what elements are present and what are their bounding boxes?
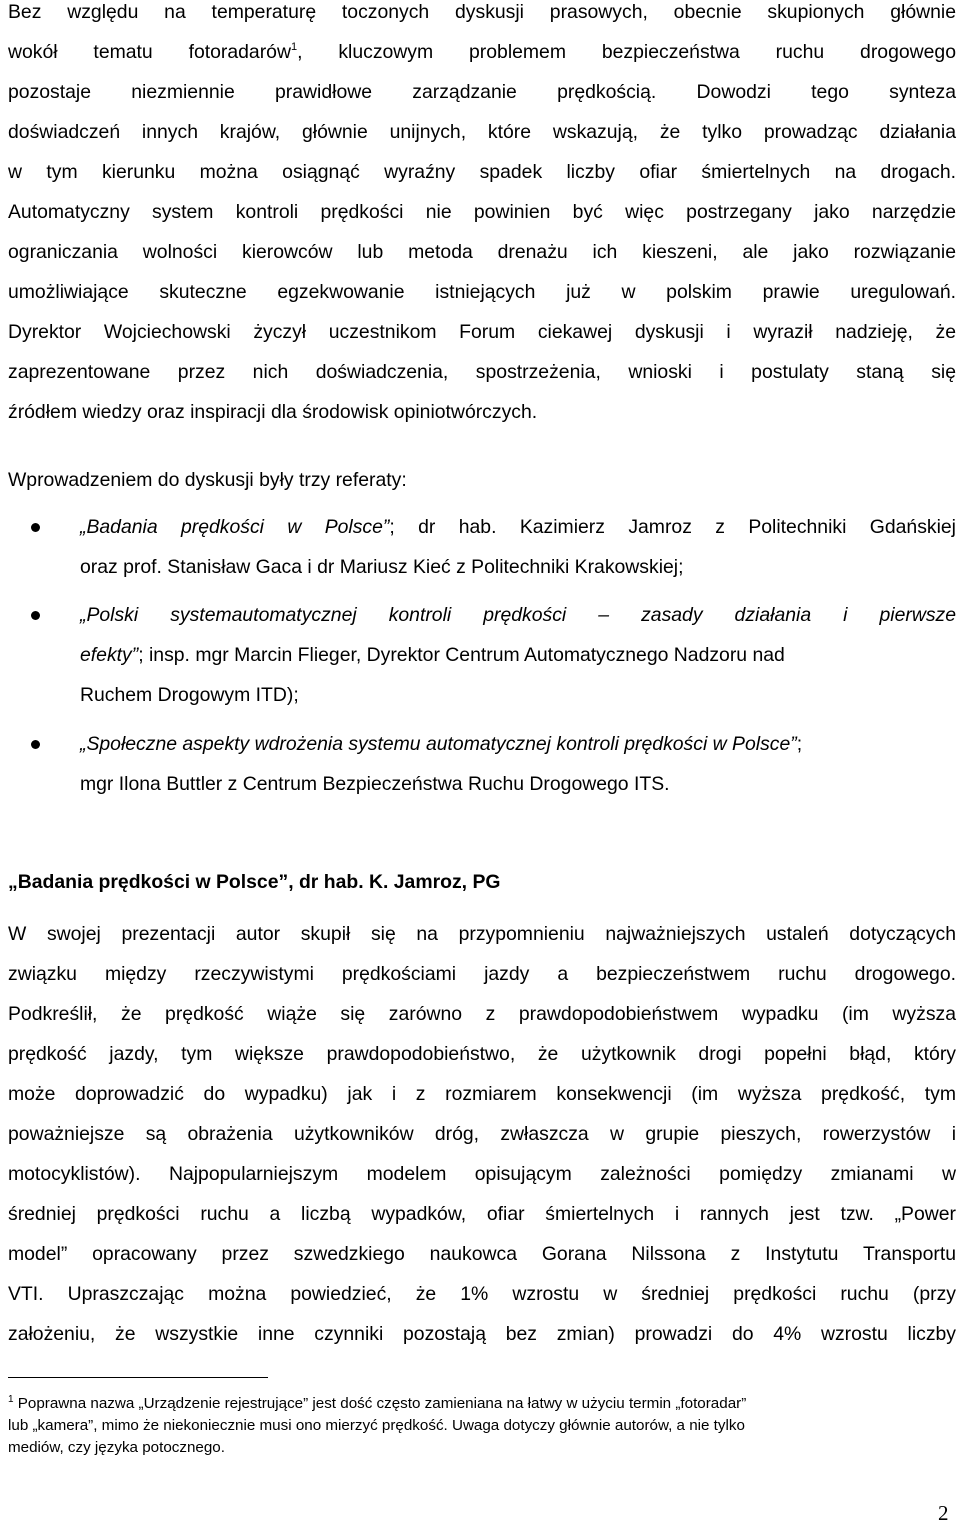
intro-line: w tym kierunku można osiągnąć wyraźny spadek liczby ofiar śmiertelnych na drogach.: [8, 161, 956, 183]
referaty-lead: Wprowadzeniem do dyskusji były trzy referaty:: [8, 469, 407, 491]
intro-line: wokół tematu fotoradarów$^1$, kluczowym problemem bezpieczeństwa ruchu drogowego: [8, 41, 956, 63]
referat-item-cont: oraz prof. Stanisław Gaca i dr Mariusz Kieć z Politechniki Krakowskiej;: [80, 556, 684, 578]
referat-item: „Społeczne aspekty wdrożenia systemu automatycznej kontroli prędkości w Polsce”;: [80, 733, 803, 755]
section-line: może doprowadzić do wypadku) jak i z rozmiarem konsekwencji (im wyższa prędkość, tym: [8, 1083, 956, 1105]
footnote-separator: [8, 1377, 268, 1378]
footnote-line: $^1$ Poprawna nazwa „Urządzenie rejestrujące” jest dość często zamieniana na łatwy w użyciu termin „fotoradar”: [8, 1394, 747, 1412]
intro-line: Bez względu na temperaturę toczonych dyskusji prasowych, obecnie skupionych głównie: [8, 1, 956, 23]
bullet-icon: [31, 740, 40, 749]
bullet-icon: [31, 611, 40, 620]
section-line: motocyklistów). Najpopularniejszym modelem opisującym zależności pomiędzy zmianami w: [8, 1163, 956, 1185]
intro-line: pozostaje niezmiennie prawidłowe zarządzanie prędkością. Dowodzi tego synteza: [8, 81, 956, 103]
intro-line: ograniczania wolności kierowców lub metoda drenażu ich kieszeni, ale jako rozwiązanie: [8, 241, 956, 263]
section-heading: „Badania prędkości w Polsce”, dr hab. K. Jamroz, PG: [8, 871, 501, 893]
section-line: związku między rzeczywistymi prędkościami jazdy a bezpieczeństwem ruchu drogowego.: [8, 963, 956, 985]
intro-line: Dyrektor Wojciechowski życzył uczestnikom Forum ciekawej dyskusji i wyraził nadzieję, że: [8, 321, 956, 343]
section-line: prędkość jazdy, tym większe prawdopodobieństwo, że użytkownik drogi popełni błąd, który: [8, 1043, 956, 1065]
intro-line: Automatyczny system kontroli prędkości nie powinien być więc postrzegany jako narzędzie: [8, 201, 956, 223]
section-line: średniej prędkości ruchu a liczbą wypadków, ofiar śmiertelnych i rannych jest tzw. „Power: [8, 1203, 956, 1225]
referat-item-cont: mgr Ilona Buttler z Centrum Bezpieczeństwa Ruchu Drogowego ITS.: [80, 773, 670, 795]
intro-line: umożliwiające skuteczne egzekwowanie istniejących już w polskim prawie uregulowań.: [8, 281, 956, 303]
intro-line: doświadczeń innych krajów, głównie unijnych, które wskazują, że tylko prowadząc działania: [8, 121, 956, 143]
section-line: W swojej prezentacji autor skupił się na przypomnieniu najważniejszych ustaleń dotyczących: [8, 923, 956, 945]
referat-item-cont: efekty”; insp. mgr Marcin Flieger, Dyrektor Centrum Automatycznego Nadzoru nad: [80, 644, 785, 666]
footnote-ref[interactable]: 1: [290, 41, 298, 53]
intro-line: źródłem wiedzy oraz inspiracji dla środowisk opiniotwórczych.: [8, 401, 538, 423]
section-line: model” opracowany przez szwedzkiego naukowca Gorana Nilssona z Instytutu Transportu: [8, 1243, 956, 1265]
referat-item: „Polski systemautomatycznej kontroli prędkości – zasady działania i pierwsze: [80, 604, 956, 626]
section-line: poważniejsze są obrażenia użytkowników dróg, zwłaszcza w grupie pieszych, rowerzystów i: [8, 1123, 956, 1145]
section-line: VTI. Upraszczając można powiedzieć, że 1% wzrostu w średniej prędkości ruchu (przy: [8, 1283, 956, 1305]
referat-item-cont: Ruchem Drogowym ITD);: [80, 684, 299, 706]
footnote-line: mediów, czy języka potocznego.: [8, 1439, 225, 1456]
intro-line: zaprezentowane przez nich doświadczenia, spostrzeżenia, wnioski i postulaty staną się: [8, 361, 956, 383]
referat-item: „Badania prędkości w Polsce”; dr hab. Kazimierz Jamroz z Politechniki Gdańskiej: [80, 516, 956, 538]
bullet-icon: [31, 523, 40, 532]
section-line: założeniu, że wszystkie inne czynniki pozostają bez zmian) prowadzi do 4% wzrostu liczby: [8, 1323, 956, 1345]
section-line: Podkreślił, że prędkość wiąże się zarówno z prawdopodobieństwem wypadku (im wyższa: [8, 1003, 956, 1025]
page-number: 2: [938, 1501, 949, 1525]
footnote-line: lub „kamera”, mimo że niekoniecznie musi ono mierzyć prędkość. Uwaga dotyczy głównie autorów, a nie tylko: [8, 1417, 745, 1434]
